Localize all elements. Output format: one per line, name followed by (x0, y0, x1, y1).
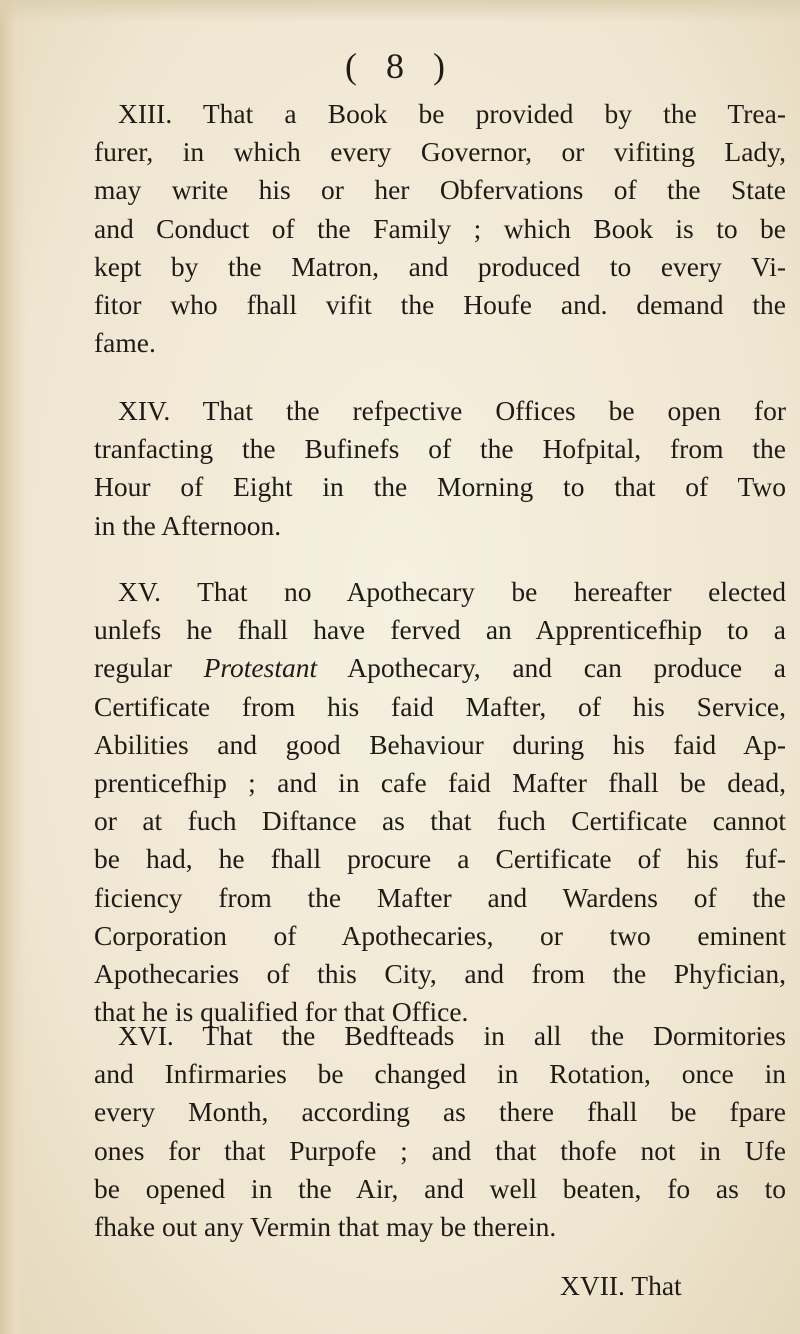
text-line: Apothecaries of this City, and from the Phyfician, (94, 957, 786, 989)
text-line: ficiency from the Mafter and Wardens of the (94, 881, 786, 913)
text-line: be opened in the Air, and well beaten, fo as to (94, 1172, 786, 1204)
page-edge-shadow-left (0, 0, 26, 1334)
text-line: fame. (94, 327, 156, 359)
text-line: tranfacting the Bufinefs of the Hofpital, from the (94, 433, 786, 465)
text-line: kept by the Matron, and produced to every Vi- (94, 250, 786, 282)
text-line: furer, in which every Governor, or vifiting Lady, (94, 136, 786, 168)
catchword: XVII. That (560, 1270, 682, 1301)
text-line: or at fuch Diftance as that fuch Certificate cannot (94, 805, 786, 837)
text-line: Certificate from his faid Mafter, of his Service, (94, 690, 786, 722)
italic-word: Protestant (203, 652, 318, 684)
text-line: Hour of Eight in the Morning to that of Two (94, 471, 786, 503)
text-line: Abilities and good Behaviour during his faid Ap- (94, 728, 786, 760)
text-fragment: regular (94, 652, 172, 684)
page-number: ( 8 ) (345, 46, 455, 86)
text-line: that he is qualified for that Office. (94, 996, 469, 1028)
text-line: XIII. That a Book be provided by the Trea- (118, 98, 786, 129)
text-line: may write his or her Obfervations of the State (94, 174, 786, 206)
text-line: prenticefhip ; and in cafe faid Mafter fhall be dead, (94, 766, 786, 798)
text-line: XV. That no Apothecary be hereafter elected (118, 576, 786, 607)
text-line: XVI. That the Bedfteads in all the Dormitories (118, 1020, 786, 1051)
text-line: in the Afternoon. (94, 509, 282, 541)
text-line: fhake out any Vermin that may be therein. (94, 1210, 557, 1242)
text-line: XIV. That the refpective Offices be open for (118, 395, 786, 426)
text-line (94, 649, 786, 687)
text-line: every Month, according as there fhall be fpare (94, 1096, 786, 1128)
text-line: and Infirmaries be changed in Rotation, once in (94, 1058, 786, 1090)
section-xv (94, 573, 786, 1031)
section-xiii (94, 95, 786, 362)
page-edge-shadow-top (0, 0, 800, 22)
section-xiv (94, 392, 786, 545)
text-line: fitor who fhall vifit the Houfe and. demand the (94, 288, 786, 320)
text-line: and Conduct of the Family ; which Book is to be (94, 212, 786, 244)
text-line: ones for that Purpofe ; and that thofe not in Ufe (94, 1134, 786, 1166)
text-line: unlefs he fhall have ferved an Apprenticefhip to a (94, 614, 786, 646)
text-line: Corporation of Apothecaries, or two eminent (94, 919, 786, 951)
text-fragment: Apothecary, and can produce a (347, 652, 787, 684)
text-line: be had, he fhall procure a Certificate of his fuf- (94, 843, 786, 875)
section-xvi (94, 1017, 786, 1246)
